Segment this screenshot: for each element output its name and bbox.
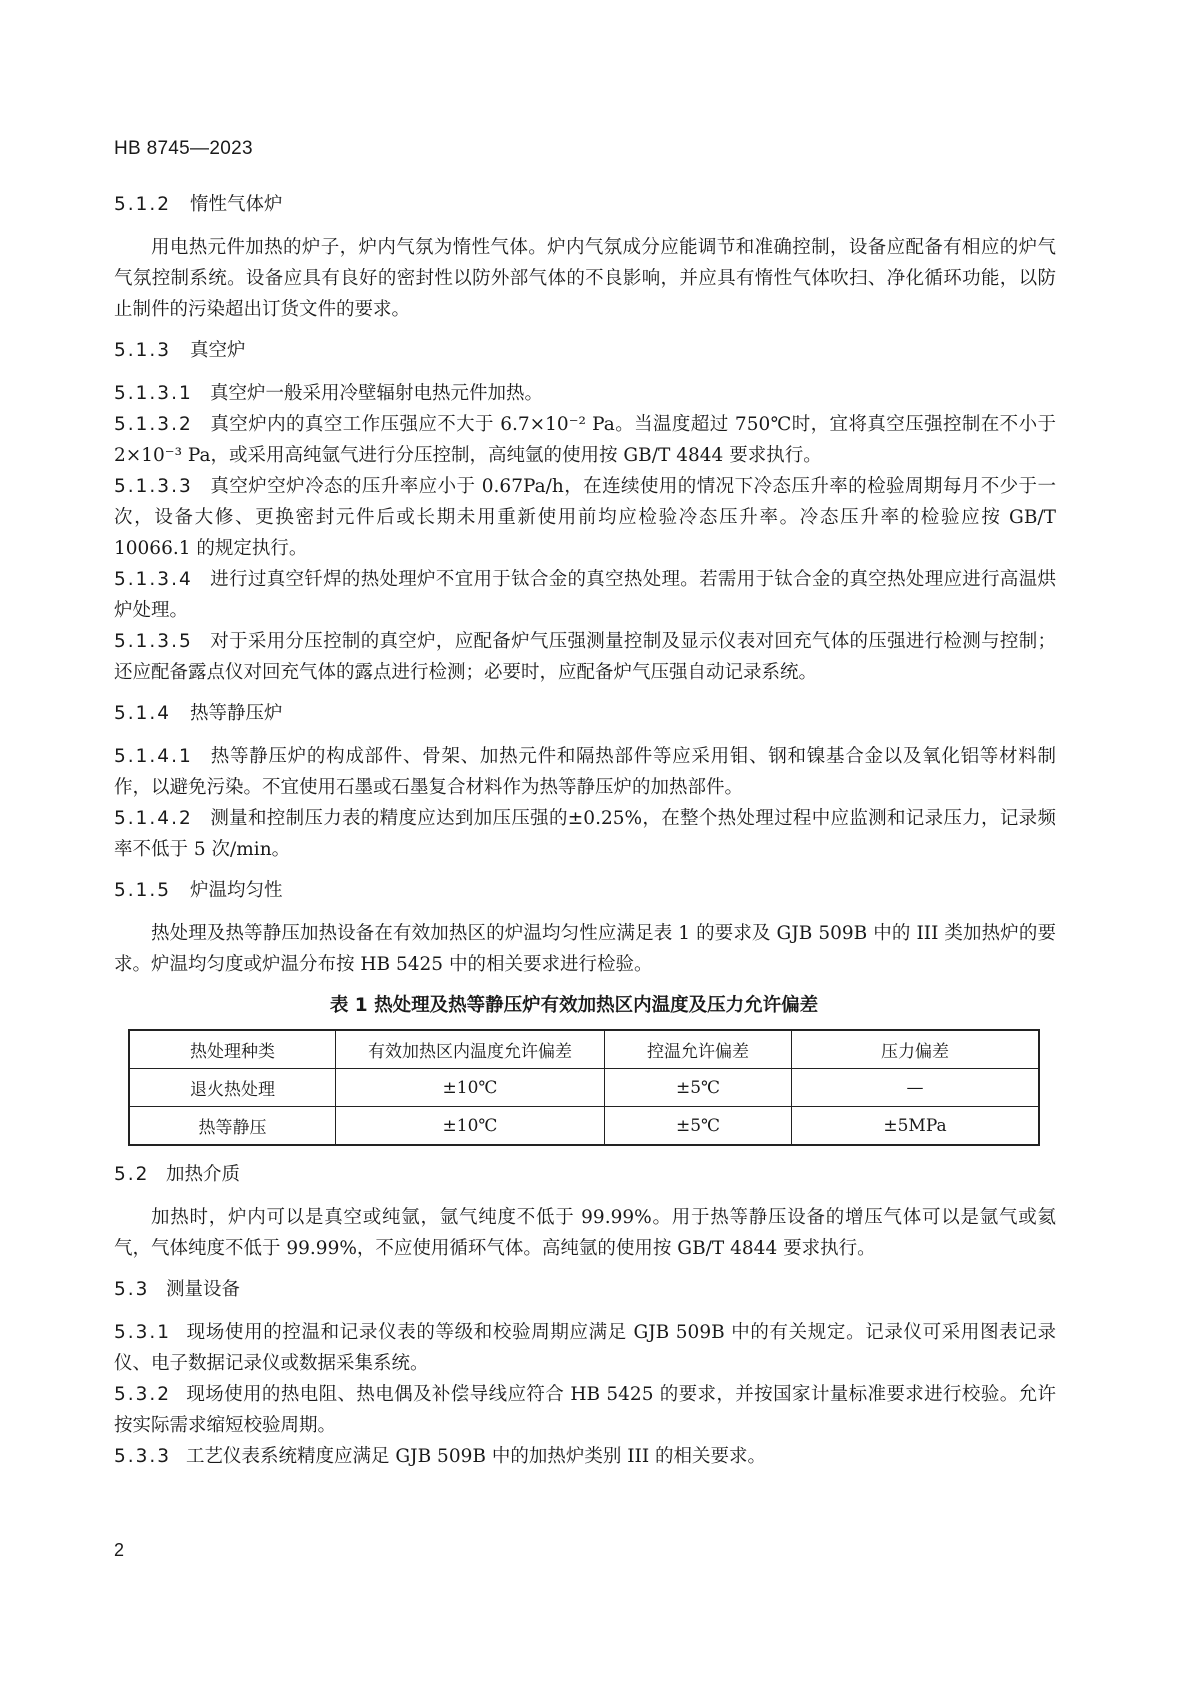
clause-text: 现场使用的热电阻、热电偶及补偿导线应符合 HB 5425 的要求，并按国家计量标准要求进行校验。允许按实际需求缩短校验周期。 <box>114 1384 1056 1436</box>
clause-number: 5.1.3.2 <box>114 414 193 435</box>
deviation-table <box>128 1029 1040 1146</box>
clause-number: 5.1.4.2 <box>114 808 193 829</box>
section-number: 5.1.5 <box>114 880 172 901</box>
page-number: 2 <box>114 1540 125 1560</box>
clause-number: 5.3.2 <box>114 1384 172 1405</box>
clause-number: 5.1.3.1 <box>114 383 193 404</box>
section-heading-5-1-5 <box>114 876 1056 906</box>
clause-5-1-3-5 <box>114 626 1056 688</box>
clause-text: 热等静压炉的构成部件、骨架、加热元件和隔热部件等应采用钼、钢和镍基合金以及氧化铝等材料制作，以避免污染。不宜使用石墨或石墨复合材料作为热等静压炉的加热部件。 <box>114 746 1056 798</box>
clause-number: 5.1.3.4 <box>114 569 193 590</box>
section-heading-5-2 <box>114 1160 1056 1190</box>
section-title: 加热介质 <box>166 1164 241 1185</box>
table-header-cell: 热处理种类 <box>129 1030 336 1069</box>
clause-text: 真空炉内的真空工作压强应不大于 6.7×10⁻² Pa。当温度超过 750℃时，宜将真空压强控制在不小于 2×10⁻³ Pa，或采用高纯氩气进行分压控制，高纯氩的使用按 GB/T 4844 要求执行。 <box>114 414 1056 466</box>
table-cell: — <box>792 1069 1040 1107</box>
section-title: 真空炉 <box>190 340 246 361</box>
section-title: 热等静压炉 <box>190 703 283 724</box>
table-cell: ±10℃ <box>336 1069 605 1107</box>
clause-5-1-3-2 <box>114 409 1056 471</box>
table-cell: ±5℃ <box>605 1107 792 1146</box>
clause-number: 5.1.4.1 <box>114 746 193 767</box>
section-heading-5-3 <box>114 1275 1056 1305</box>
clause-5-1-3-1 <box>114 378 1056 409</box>
clause-text: 工艺仪表系统精度应满足 GJB 509B 中的加热炉类别 III 的相关要求。 <box>186 1446 767 1467</box>
table-cell: 热等静压 <box>129 1107 336 1146</box>
section-title: 测量设备 <box>166 1279 241 1300</box>
table-row <box>129 1069 1039 1107</box>
clause-text: 对于采用分压控制的真空炉，应配备炉气压强测量控制及显示仪表对回充气体的压强进行检测与控制；还应配备露点仪对回充气体的露点进行检测；必要时，应配备炉气压强自动记录系统。 <box>114 631 1056 683</box>
clause-5-1-3-3 <box>114 471 1056 564</box>
clause-text: 现场使用的控温和记录仪表的等级和校验周期应满足 GJB 509B 中的有关规定。记录仪可采用图表记录仪、电子数据记录仪或数据采集系统。 <box>114 1322 1056 1374</box>
table-header-cell: 有效加热区内温度允许偏差 <box>336 1030 605 1069</box>
section-heading-5-1-2 <box>114 190 1056 220</box>
clause-5-1-3-4 <box>114 564 1056 626</box>
table-header-cell: 压力偏差 <box>792 1030 1040 1069</box>
table-cell: ±10℃ <box>336 1107 605 1146</box>
paragraph-5-2: 加热时，炉内可以是真空或纯氩，氩气纯度不低于 99.99%。用于热等静压设备的增压气体可以是氩气或氦气，气体纯度不低于 99.99%，不应使用循环气体。高纯氩的使用按 GB/T 4844 要求执行。 <box>114 1207 1056 1259</box>
section-title: 炉温均匀性 <box>190 880 283 901</box>
clause-text: 真空炉一般采用冷壁辐射电热元件加热。 <box>210 383 544 404</box>
paragraph-5-1-2: 用电热元件加热的炉子，炉内气氛为惰性气体。炉内气氛成分应能调节和准确控制，设备应配备有相应的炉气气氛控制系统。设备应具有良好的密封性以防外部气体的不良影响，并应具有惰性气体吹扫、净化循环功能，以防止制件的污染超出订货文件的要求。 <box>114 237 1056 320</box>
clause-5-1-4-1 <box>114 741 1056 803</box>
section-number: 5.1.2 <box>114 194 172 215</box>
table-header-cell: 控温允许偏差 <box>605 1030 792 1069</box>
clause-number: 5.1.3.5 <box>114 631 193 652</box>
section-number: 5.3 <box>114 1279 150 1300</box>
table-cell: 退火热处理 <box>129 1069 336 1107</box>
clause-5-1-4-2 <box>114 803 1056 865</box>
table-title: 表 1 热处理及热等静压炉有效加热区内温度及压力允许偏差 <box>329 995 819 1016</box>
table-cell: ±5℃ <box>605 1069 792 1107</box>
section-number: 5.1.3 <box>114 340 172 361</box>
section-heading-5-1-4 <box>114 699 1056 729</box>
section-heading-5-1-3 <box>114 336 1056 366</box>
table-row <box>129 1107 1039 1146</box>
section-number: 5.2 <box>114 1164 150 1185</box>
document-code: HB 8745—2023 <box>114 138 253 159</box>
paragraph-5-1-5: 热处理及热等静压加热设备在有效加热区的炉温均匀性应满足表 1 的要求及 GJB 509B 中的 III 类加热炉的要求。炉温均匀度或炉温分布按 HB 5425 中的相关要求进行检验。 <box>114 923 1056 975</box>
document-body <box>114 190 1056 1472</box>
clause-number: 5.3.3 <box>114 1446 172 1467</box>
clause-text: 测量和控制压力表的精度应达到加压压强的±0.25%，在整个热处理过程中应监测和记录压力，记录频率不低于 5 次/min。 <box>114 808 1056 860</box>
clause-5-3-2 <box>114 1379 1056 1441</box>
table-header-row <box>129 1030 1039 1069</box>
clause-5-3-3 <box>114 1441 1056 1472</box>
clause-text: 进行过真空钎焊的热处理炉不宜用于钛合金的真空热处理。若需用于钛合金的真空热处理应进行高温烘炉处理。 <box>114 569 1056 621</box>
clause-number: 5.3.1 <box>114 1322 172 1343</box>
table-cell: ±5MPa <box>792 1107 1040 1146</box>
section-title: 惰性气体炉 <box>190 194 283 215</box>
clause-number: 5.1.3.3 <box>114 476 193 497</box>
clause-text: 真空炉空炉冷态的压升率应小于 0.67Pa/h，在连续使用的情况下冷态压升率的检验周期每月不少于一次，设备大修、更换密封元件后或长期未用重新使用前均应检验冷态压升率。冷态压升率的检验应按 GB/T 10066.1 的规定执行。 <box>114 476 1056 559</box>
clause-5-3-1 <box>114 1317 1056 1379</box>
section-number: 5.1.4 <box>114 703 172 724</box>
